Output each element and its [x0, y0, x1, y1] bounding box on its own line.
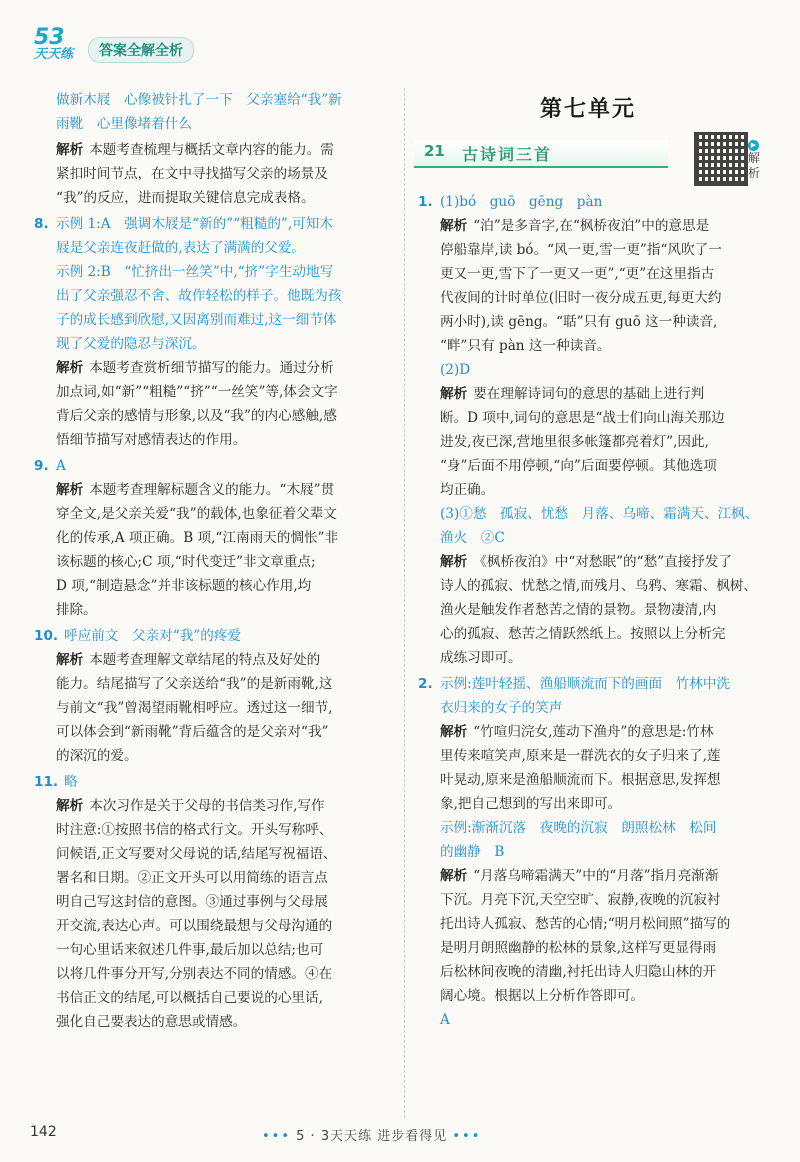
r-q2	[418, 672, 764, 1032]
analysis-label: 解析	[56, 798, 84, 814]
answer-line: 的幽静 B	[440, 844, 505, 860]
answer-line: 呼应前文 父亲对“我”的疼爱	[64, 628, 242, 644]
answer-line: 做新木屐 心像被针扎了一下 父亲塞给“我”新	[56, 92, 342, 108]
analysis-line: 是明月朗照幽静的松林的景象,这样写更显得雨	[440, 940, 717, 956]
analysis-line: 下沉。月亮下沉,天空空旷、寂静,夜晚的沉寂衬	[440, 892, 721, 908]
analysis-line: 开交流,表达心声。可以围绕最想与父母沟通的	[56, 918, 333, 934]
analysis-line: “泊”是多音字,在“枫桥夜泊”中的意思是	[473, 218, 710, 234]
analysis-line: 阔心境。根据以上分析作答即可。	[440, 988, 644, 1004]
analysis-line: 代夜间的计时单位(旧时一夜分成五更,每更大约	[440, 290, 722, 306]
logo-number: 53	[34, 25, 65, 50]
analysis-line: 成练习即可。	[440, 650, 522, 666]
header-badge: 答案全解全析	[88, 37, 194, 63]
analysis-line: 一句心里话来叙述几件事,最后加以总结;也可	[56, 942, 324, 958]
logo-text: 天天练	[34, 47, 74, 62]
lesson-title: 古诗词三首	[462, 145, 553, 164]
q7-answer	[34, 88, 394, 136]
analysis-line: 署名和日期。②正文开头可以用简练的语言点	[56, 870, 328, 886]
answer-line: 示例 2:B “忙挤出一丝笑”中,“挤”字生动地写	[56, 264, 334, 280]
analysis-line: “竹喧归浣女,莲动下渔舟”的意思是:竹林	[473, 724, 714, 740]
analysis-line: D 项,“制造悬念”并非该标题的核心作用,均	[56, 578, 312, 594]
answer-line: 屐是父亲连夜赶做的,表达了满满的父爱。	[56, 240, 306, 256]
analysis-line: 更又一更,雪下了一更又一更”,“更”在这里指古	[440, 266, 715, 282]
analysis-line: 该标题的核心;C 项,“时代变迁”非文章重点;	[56, 554, 316, 570]
lesson-header	[414, 140, 668, 168]
analysis-line: 紧扣时间节点，在文中寻找描写父亲的场景及	[56, 166, 328, 182]
left-column	[34, 88, 394, 1036]
answer-line: 出了父亲强忍不舍、故作轻松的样子。他既为孩	[56, 288, 342, 304]
analysis-line: 里传来喧笑声,原来是一群洗衣的女子归来了,莲	[440, 748, 721, 764]
answer-line: 雨靴 心里像堵着什么	[56, 116, 192, 132]
r-q1	[418, 190, 764, 670]
answer-line: 示例 1:A 强调木屐是“新的”“粗糙的”,可知木	[56, 216, 333, 232]
answer-line: 子的成长感到欣慰,又因离别而难过,这一细节体	[56, 312, 337, 328]
footer-dots-left: •••	[262, 1129, 292, 1144]
analysis-line: 背后父亲的感情与形象,以及“我”的内心感触,感	[56, 408, 337, 424]
analysis-label: 解析	[440, 218, 468, 234]
slogan-text: 5 · 3天天练 进步看得见	[296, 1129, 448, 1144]
analysis-label: 解析	[440, 724, 468, 740]
q11	[34, 770, 394, 1034]
analysis-line: 两小时),读 gēng。“聒”只有 guō 这一种读音,	[440, 314, 718, 330]
analysis-label: 解析	[440, 386, 468, 402]
analysis-line: “畔”只有 pàn 这一种读音。	[440, 338, 611, 354]
analysis-line: 排除。	[56, 602, 97, 618]
qr-code[interactable]	[694, 132, 748, 186]
analysis-line: 悟细节描写对感情表达的作用。	[56, 432, 247, 448]
analysis-line: 的深沉的爱。	[56, 748, 138, 764]
answer-line: 衣归来的女子的笑声	[440, 700, 563, 716]
analysis-line: 问候语,正文写要对父母说的话,结尾写祝福语、	[56, 846, 337, 862]
analysis-line: 能力。结尾描写了父亲送给“我”的是新雨靴,这	[56, 676, 333, 692]
analysis-line: 断。D 项中,词句的意思是“战士们向山海关那边	[440, 410, 725, 426]
analysis-label: 解析	[440, 868, 468, 884]
analysis-line: 书信正文的结尾,可以概括自己要说的心里话,	[56, 990, 323, 1006]
qr-label	[748, 136, 764, 181]
answer-line: A	[440, 1012, 450, 1028]
question-number: 2.	[418, 676, 433, 692]
analysis-label: 解析	[56, 652, 84, 668]
analysis-line: 后松林间夜晚的清幽,衬托出诗人归隐山林的开	[440, 964, 717, 980]
answer-line: 示例:渐渐沉落 夜晚的沉寂 朗照松林 松间	[440, 820, 717, 836]
analysis-line: 本题考查赏析细节描写的能力。通过分析	[89, 360, 334, 376]
analysis-line: “身”后面不用停顿,“向”后面要停顿。其他选项	[440, 458, 717, 474]
question-number: 9.	[34, 458, 49, 474]
page-number: 142	[30, 1124, 57, 1140]
footer-dots-right: •••	[452, 1129, 482, 1144]
question-number: 1.	[418, 194, 433, 210]
analysis-line: 叶晃动,原来是渔船顺流而下。根据意思,发挥想	[440, 772, 721, 788]
analysis-label: 解析	[56, 360, 84, 376]
question-number: 10.	[34, 628, 59, 644]
play-icon: ▶	[748, 140, 759, 151]
analysis-line: 化的传承,A 项正确。B 项,“江南雨天的惆怅”非	[56, 530, 339, 546]
analysis-line: 以将几件事分开写,分别表达不同的情感。④在	[56, 966, 333, 982]
analysis-label: 解析	[56, 142, 84, 158]
analysis-line: 诗人的孤寂、忧愁之情,而残月、乌鸦、寒霜、枫树、	[440, 578, 757, 594]
analysis-line: “我”的反应，进而提取关键信息完成表格。	[56, 190, 315, 206]
analysis-line: 时注意:①按照书信的格式行文。开头写称呼、	[56, 822, 333, 838]
analysis-line: 本题考查理解标题含义的能力。“木屐”贯	[89, 482, 335, 498]
analysis-line: 象,把自己想到的写出来即可。	[440, 796, 622, 812]
analysis-line: 本次习作是关于父母的书信类习作,写作	[89, 798, 325, 814]
analysis-line: 渔火是触发作者愁苦之情的景物。景物凄清,内	[440, 602, 717, 618]
unit-title: 第七单元	[540, 97, 637, 122]
answer-line: (2)D	[440, 362, 471, 378]
analysis-label: 解析	[56, 482, 84, 498]
answer-line: (1)bó guō gēng pàn	[440, 194, 603, 210]
analysis-line: 要在理解诗词句的意思的基础上进行判	[473, 386, 705, 402]
analysis-line: 本题考查理解文章结尾的特点及好处的	[89, 652, 321, 668]
answer-line: 示例:莲叶轻摇、渔船顺流而下的画面 竹林中洗	[440, 676, 731, 692]
q9	[34, 454, 394, 622]
logo	[34, 25, 74, 62]
analysis-line: 心的孤寂、愁苦之情跃然纸上。按照以上分析完	[440, 626, 726, 642]
question-number: 11.	[34, 774, 59, 790]
analysis-line: 停船靠岸,读 bó。“风一更,雪一更”指“风吹了一	[440, 242, 722, 258]
answer-line: A	[56, 458, 66, 474]
analysis-line: 《枫桥夜泊》中“对愁眠”的“愁”直接抒发了	[473, 554, 733, 570]
right-column	[418, 190, 764, 1034]
analysis-line: 明自己写这封信的意图。③通过事例与父母展	[56, 894, 328, 910]
analysis-line: “月落乌啼霜满天”中的“月落”指月亮渐渐	[473, 868, 719, 884]
analysis-line: 本题考查梳理与概括文章内容的能力。需	[89, 142, 334, 158]
analysis-line: 与前文“我”曾渴望雨靴相呼应。透过这一细节,	[56, 700, 333, 716]
column-divider	[404, 88, 405, 1118]
analysis-line: 穿全文,是父亲关爱“我”的载体,也象征着父辈文	[56, 506, 337, 522]
q8	[34, 212, 394, 452]
q7-analysis	[34, 138, 394, 210]
footer-slogan	[262, 1125, 481, 1144]
analysis-line: 加点词,如“新”“粗糙”“挤”“一丝笑”等,体会文字	[56, 384, 338, 400]
answer-line: (3)①愁 孤寂、忧愁 月落、乌啼、霜满天、江枫、	[440, 506, 759, 522]
analysis-line: 可以体会到“新雨靴”背后蕴含的是父亲对“我”	[56, 724, 329, 740]
analysis-line: 进发,夜已深,营地里很多帐篷都亮着灯”,因此,	[440, 434, 709, 450]
analysis-line: 均正确。	[440, 482, 495, 498]
answer-line: 渔火 ②C	[440, 530, 505, 546]
analysis-label: 解析	[440, 554, 468, 570]
question-number: 8.	[34, 216, 49, 232]
analysis-line: 托出诗人孤寂、愁苦的心情;“明月松间照”描写的	[440, 916, 731, 932]
answer-line: 现了父爱的隐忍与深沉。	[56, 336, 206, 352]
qr-label-text: 解析	[748, 151, 761, 180]
q10	[34, 624, 394, 768]
lesson-number: 21	[424, 142, 445, 160]
analysis-line: 强化自己要表达的意思或情感。	[56, 1014, 247, 1030]
answer-line: 略	[64, 774, 78, 790]
